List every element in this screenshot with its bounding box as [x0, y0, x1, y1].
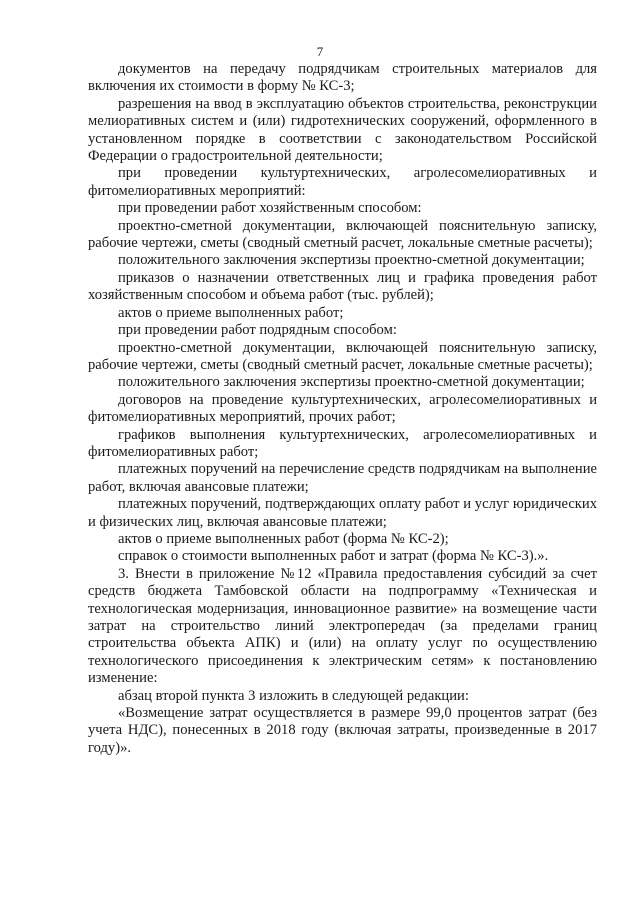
- paragraph: при проведении культуртехнических, агролесомелиоративных и фитомелиоративных мероприятий:: [88, 165, 597, 199]
- paragraph: договоров на проведение культуртехнических, агролесомелиоративных и фитомелиоративных мероприятий, прочих работ;: [88, 391, 597, 426]
- paragraph: положительного заключения экспертизы проектно-сметной документации;: [118, 374, 585, 391]
- paragraph: «Возмещение затрат осуществляется в размере 99,0 процентов затрат (без учета НДС), понесенных в 2018 году (включая затраты, произведенные в 2017 году)».: [88, 705, 597, 756]
- page-number: 7: [316, 44, 324, 59]
- paragraph: платежных поручений на перечисление средств подрядчикам на выполнение работ, включая авансовые платежи;: [88, 461, 597, 495]
- paragraph: приказов о назначении ответственных лиц и графика проведения работ хозяйственным способом и объема работ (тыс. рублей);: [88, 269, 597, 304]
- paragraph: абзац второй пункта 3 изложить в следующей редакции:: [118, 687, 469, 704]
- paragraph: положительного заключения экспертизы проектно-сметной документации;: [118, 252, 585, 269]
- paragraph: актов о приеме выполненных работ (форма № КС-2);: [118, 530, 449, 547]
- paragraph: 3. Внести в приложение №12 «Правила предоставления субсидий за счет средств бюджета Тамбовской области на подпрограмму «Техническая и технологическая модернизация, инновационное развитие» на возмещение части затрат на строительство линий электропередач (за пределами границ строительства объекта АПК) и (или) на оплату услуг по осуществлению технологического присоединения к электрическим сетям» к постановлению изменение:: [88, 565, 597, 687]
- paragraph: справок о стоимости выполненных работ и затрат (форма № КС-3).».: [118, 548, 549, 565]
- paragraph: при проведении работ подрядным способом:: [118, 322, 397, 339]
- paragraph: графиков выполнения культуртехнических, агролесомелиоративных и фитомелиоративных работ;: [88, 426, 597, 460]
- paragraph: актов о приеме выполненных работ;: [118, 304, 344, 321]
- paragraph: платежных поручений, подтверждающих оплату работ и услуг юридических и физических лиц, включая авансовые платежи;: [88, 496, 597, 530]
- paragraph: при проведении работ хозяйственным способом:: [118, 200, 422, 217]
- paragraph: проектно-сметной документации, включающей пояснительную записку, рабочие чертежи, сметы (сводный сметный расчет, локальные сметные расчеты);: [88, 339, 597, 373]
- document-body: [88, 61, 597, 757]
- paragraph: разрешения на ввод в эксплуатацию объектов строительства, реконструкции мелиоративных систем и (или) гидротехнических сооружений, оформленного в установленном порядке в соответствии с законодательством Российской Федерации о градостроительной деятельности;: [88, 95, 597, 165]
- paragraph: документов на передачу подрядчикам строительных материалов для включения их стоимости в форму № КС-3;: [88, 61, 597, 95]
- paragraph: проектно-сметной документации, включающей пояснительную записку, рабочие чертежи, сметы (сводный сметный расчет, локальные сметные расчеты);: [88, 217, 597, 252]
